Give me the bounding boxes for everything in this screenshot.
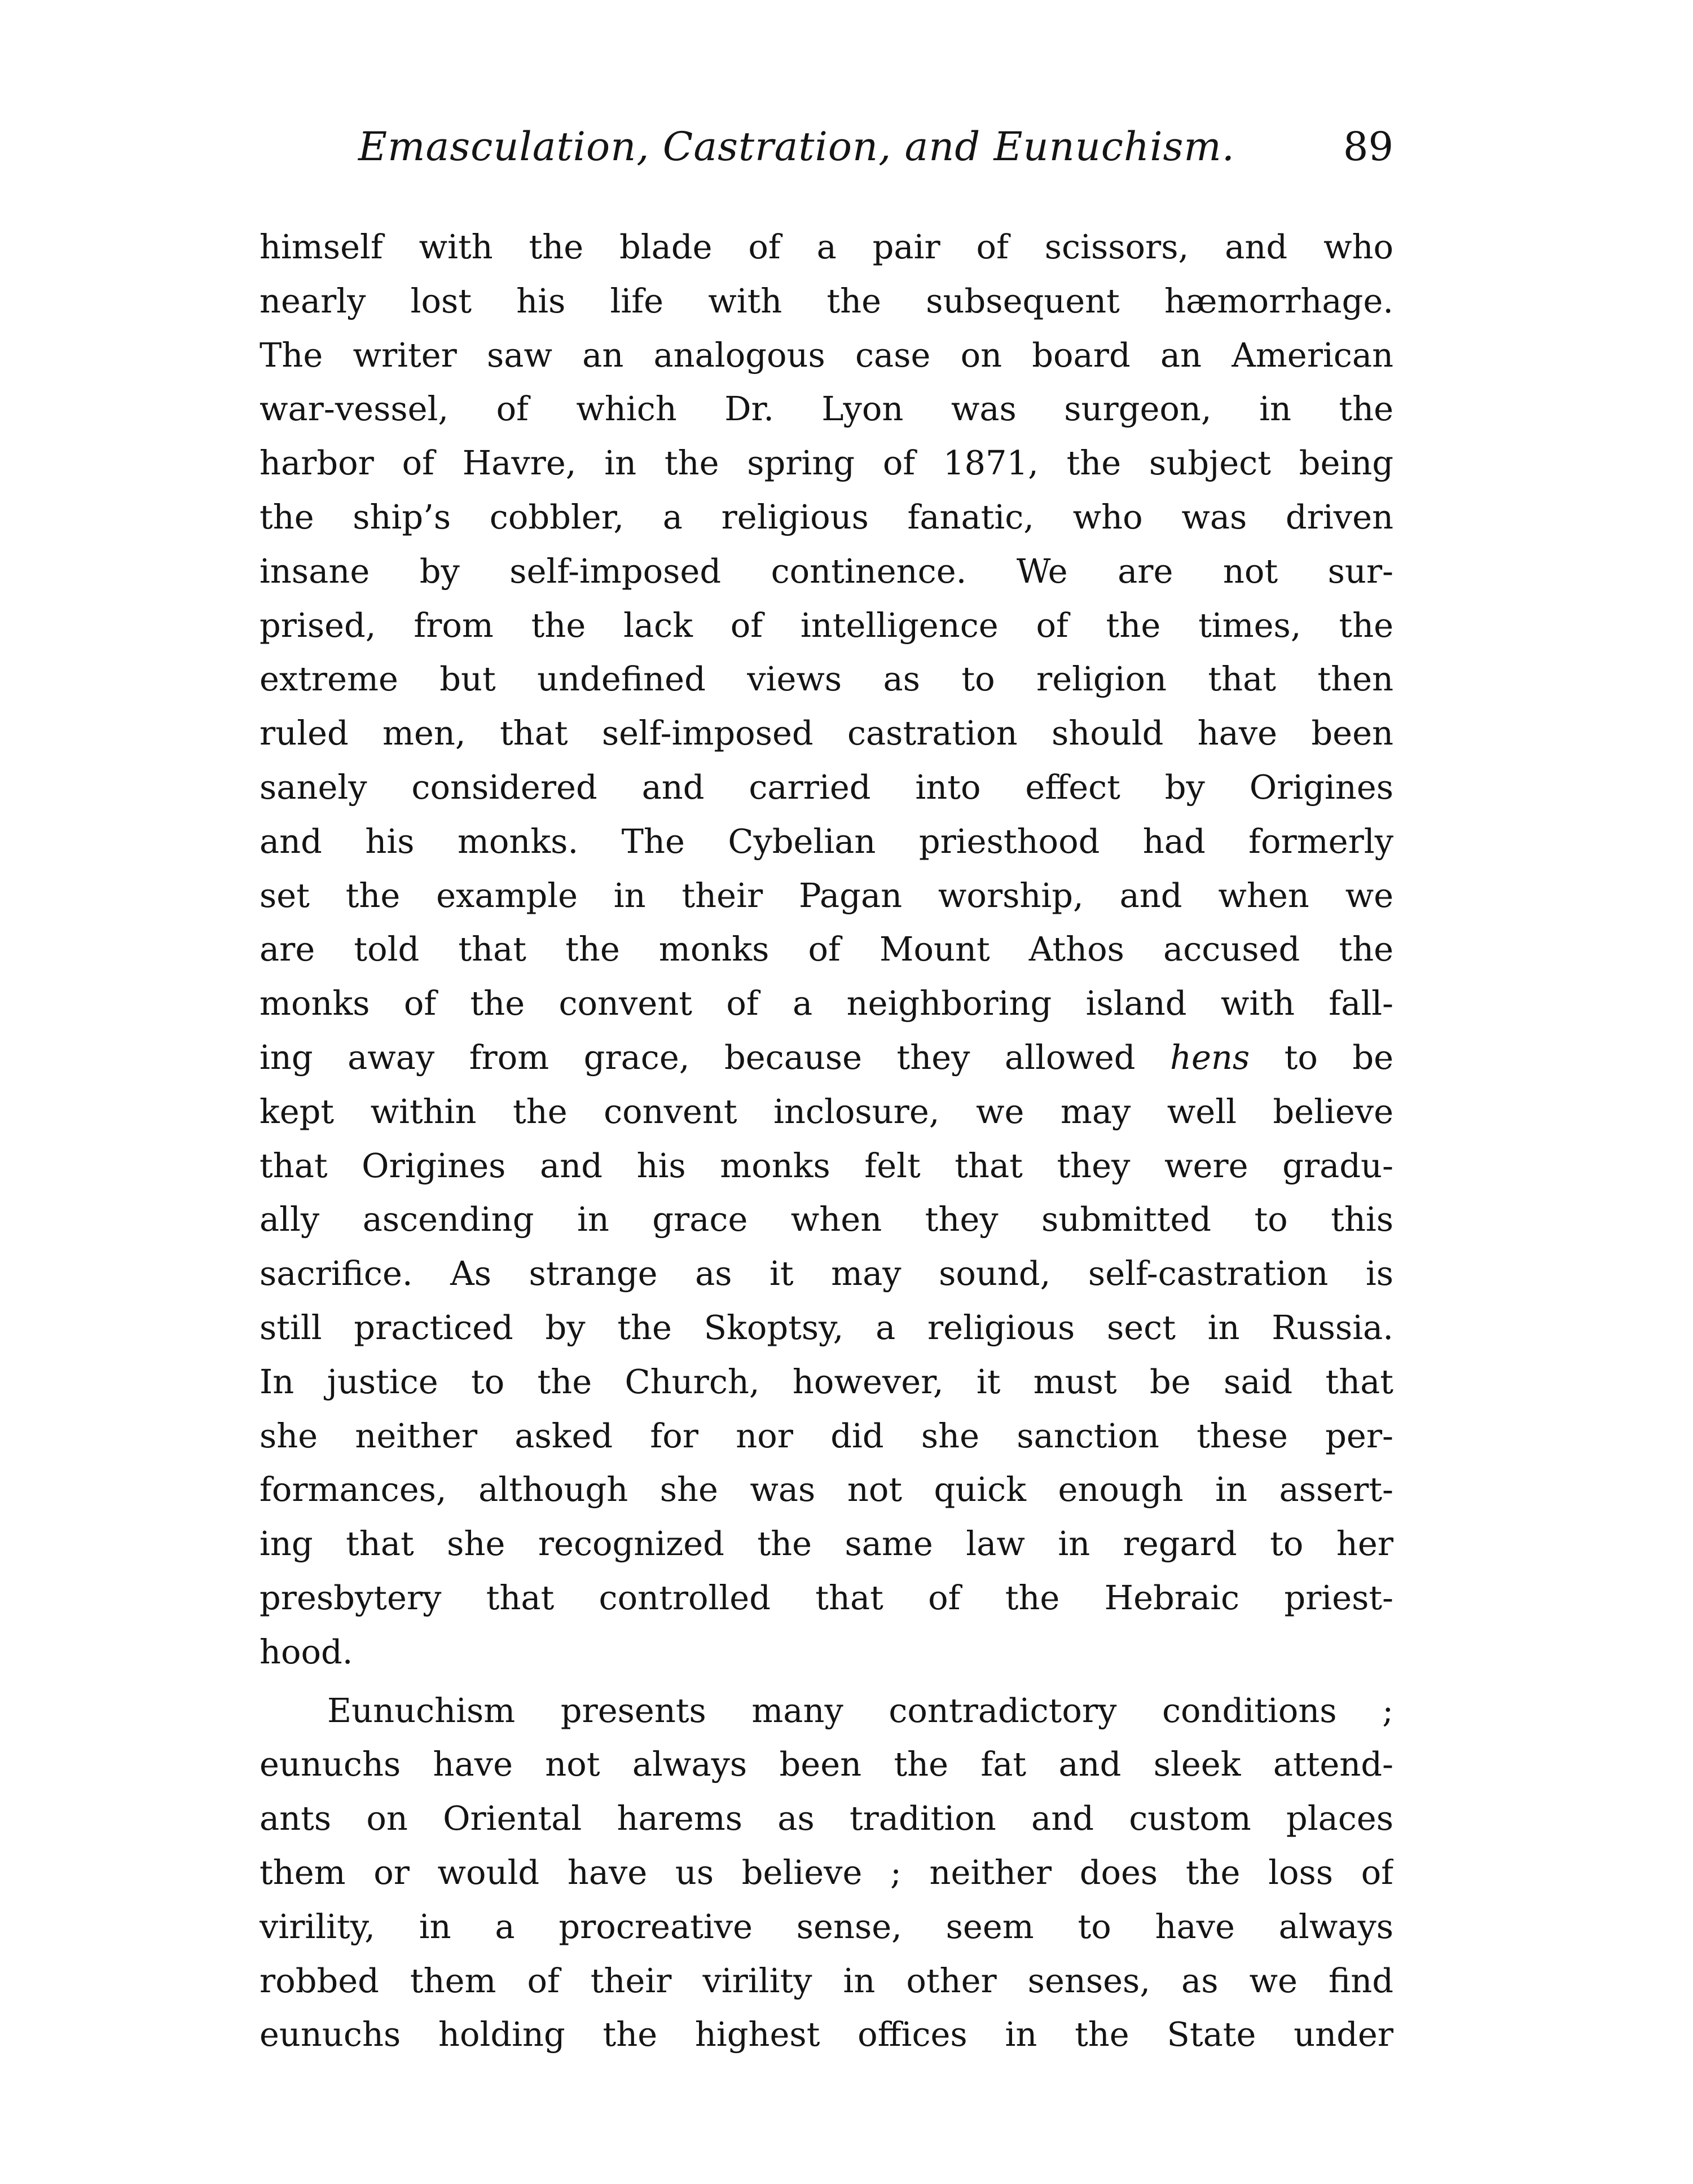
text-line: she neither asked for nor did she sanction these per- bbox=[260, 1416, 1393, 1455]
text-line: nearly lost his life with the subsequent hæmorrhage. bbox=[260, 281, 1393, 320]
text-line: Eunuchism presents many contradictory conditions ; bbox=[327, 1690, 1393, 1730]
text-line: set the example in their Pagan worship, and when we bbox=[260, 875, 1393, 915]
text-line: robbed them of their virility in other senses, as we find bbox=[260, 1961, 1393, 2000]
text-line: ruled men, that self-imposed castration should have been bbox=[260, 714, 1393, 753]
text-line-segment: to be bbox=[1284, 1037, 1393, 1077]
text-line: kept within the convent inclosure, we may well believe bbox=[260, 1091, 1393, 1131]
page-number: 89 bbox=[1343, 124, 1393, 170]
text-line-segment: ing away from grace, because they allowed bbox=[260, 1037, 1136, 1077]
paragraph-2 bbox=[260, 1684, 1393, 2062]
text-line: himself with the blade of a pair of scissors, and who bbox=[260, 227, 1393, 266]
text-line: sacrifice. As strange as it may sound, self-castration is bbox=[260, 1254, 1393, 1293]
text-line: still practiced by the Skoptsy, a religious sect in Russia. bbox=[260, 1307, 1393, 1347]
text-line: eunuchs holding the highest offices in the State under bbox=[260, 2015, 1393, 2054]
paragraph-gap bbox=[260, 1679, 1393, 1684]
text-line: virility, in a procreative sense, seem to have always bbox=[260, 1906, 1393, 1946]
text-line: are told that the monks of Mount Athos accused the bbox=[260, 930, 1393, 969]
text-line: the ship’s cobbler, a religious fanatic, who was driven bbox=[260, 497, 1393, 536]
text-line: ing that she recognized the same law in regard to her bbox=[260, 1524, 1393, 1564]
text-line: ally ascending in grace when they submitted to this bbox=[260, 1200, 1393, 1239]
text-line: extreme but undefined views as to religion that then bbox=[260, 659, 1393, 699]
text-line: them or would have us believe ; neither does the loss of bbox=[260, 1852, 1393, 1892]
text-line: The writer saw an analogous case on board an American bbox=[260, 335, 1393, 375]
text-line: monks of the convent of a neighboring island with fall- bbox=[260, 984, 1393, 1023]
text-line: and his monks. The Cybelian priesthood had formerly bbox=[260, 821, 1393, 861]
text-line: ants on Oriental harems as tradition and custom places bbox=[260, 1799, 1393, 1838]
text-line: formances, although she was not quick enough in assert- bbox=[260, 1470, 1393, 1509]
italic-word: hens bbox=[1169, 1037, 1250, 1077]
text-line-with-italic bbox=[260, 1031, 1393, 1085]
text-line: prised, from the lack of intelligence of the times, the bbox=[260, 605, 1393, 645]
running-title: Emasculation, Castration, and Eunuchism. bbox=[358, 124, 1235, 170]
text-line: eunuchs have not always been the fat and sleek attend- bbox=[260, 1745, 1393, 1784]
paragraph-1 bbox=[260, 220, 1393, 1679]
text-line: presbytery that controlled that of the Hebraic priest- bbox=[260, 1578, 1393, 1617]
text-line: that Origines and his monks felt that they were gradu- bbox=[260, 1146, 1393, 1185]
running-head bbox=[260, 118, 1393, 186]
text-line: war-vessel, of which Dr. Lyon was surgeon, in the bbox=[260, 389, 1393, 429]
text-line: hood. bbox=[260, 1632, 353, 1671]
text-line: sanely considered and carried into effect by Origines bbox=[260, 767, 1393, 807]
text-line: In justice to the Church, however, it must be said that bbox=[260, 1362, 1393, 1401]
text-line: insane by self-imposed continence. We are not sur- bbox=[260, 551, 1393, 591]
text-line: harbor of Havre, in the spring of 1871, the subject being bbox=[260, 443, 1393, 483]
body-text bbox=[260, 220, 1393, 2093]
